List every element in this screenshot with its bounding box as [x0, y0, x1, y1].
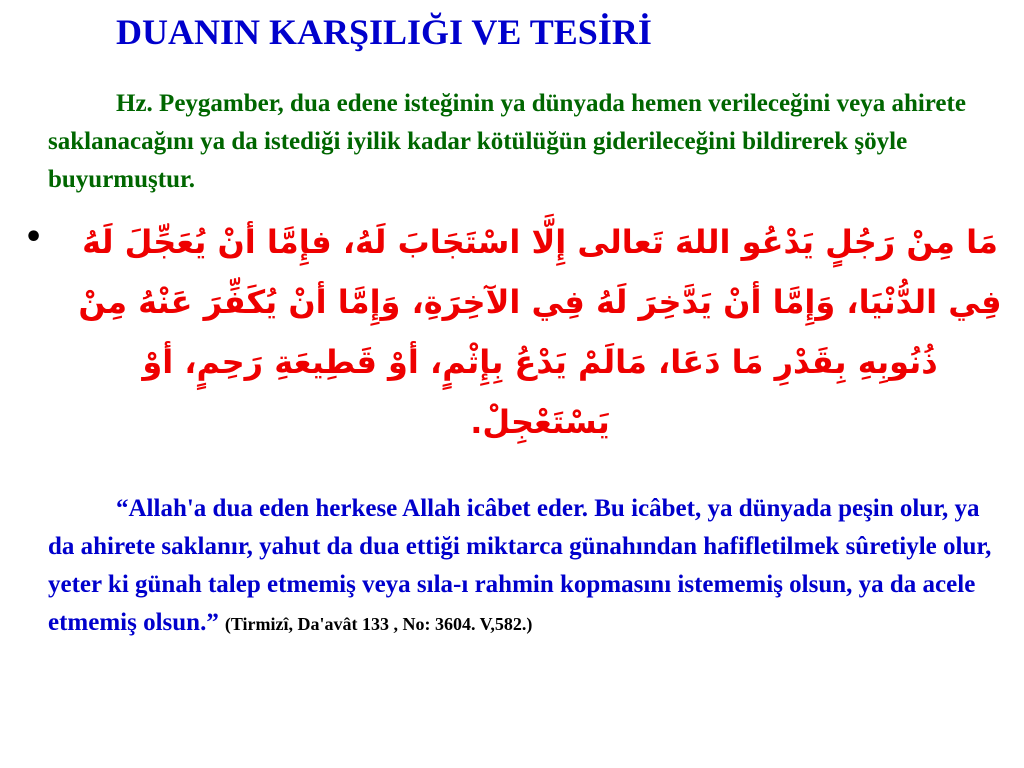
arabic-hadith-text: مَا مِنْ رَجُلٍ يَدْعُو اللهَ تَعالى إِلَّا اسْتَجَابَ لَهُ، فإِمَّا أنْ يُعَجِّلَ لَهُ فِي الدُّنْيَا، وَإِمَّا أنْ يَدَّخِرَ لَهُ فِي الآخِرَةِ، وَإِمَّا أنْ يُكَفِّرَ عَنْهُ مِنْ ذُنُوبِهِ بِقَدْرِ مَا دَعَا، مَالَمْ يَدْعُ بِإِثْمٍ، أوْ قَطِيعَةِ رَحِمٍ، أوْ يَسْتَعْجِلْ.	[78, 223, 1002, 441]
hadith-translation	[48, 490, 998, 643]
bullet-icon: •	[24, 220, 44, 255]
slide-title: DUANIN KARŞILIĞI VE TESİRİ	[116, 12, 652, 52]
intro-paragraph: Hz. Peygamber, dua edene isteğinin ya dünyada hemen verileceğini veya ahirete saklanacağını ya da istediği iyilik kadar kötülüğün giderileceğini bildirerek şöyle buyurmuştur.	[48, 90, 966, 193]
arabic-hadith-block	[22, 212, 1012, 462]
hadith-translation-text: “Allah'a dua eden herkese Allah icâbet eder. Bu icâbet, ya dünyada peşin olur, ya da ahirete saklanır, yahut da dua ettiği miktarca günahından hafifletilmek sûretiyle olur, yeter ki günah talep etmemiş veya sıla-ı rahmin kopmasını istememiş olsun, ya da acele etmemiş olsun.”	[48, 495, 992, 636]
hadith-citation: (Tirmizî, Da'avât 133 , No: 3604. V,582.)	[224, 614, 533, 634]
